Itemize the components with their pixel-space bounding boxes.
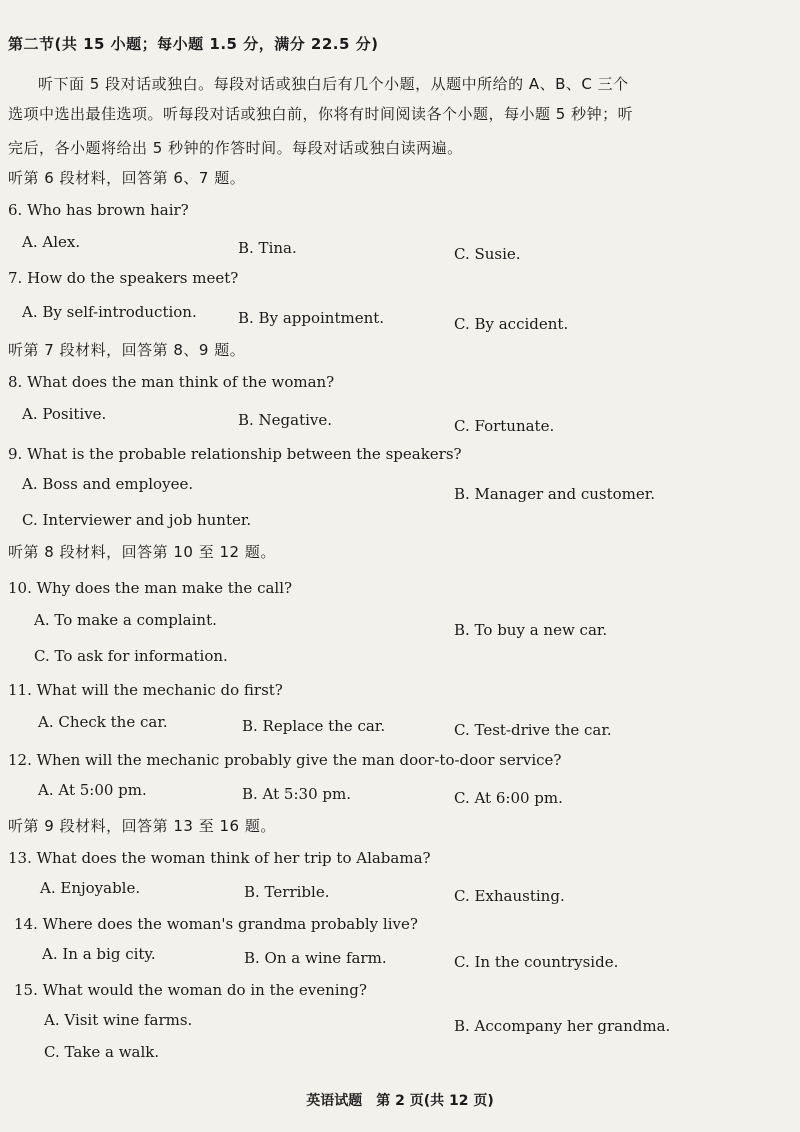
- instruction-line-1: 听下面 5 段对话或独白。每段对话或独白后有几个小题，从题中所给的 A、B、C 三个: [38, 75, 629, 93]
- option-8c: C. Fortunate.: [454, 417, 555, 435]
- option-14c: C. In the countryside.: [454, 953, 619, 971]
- question-stem-7: 7. How do the speakers meet?: [8, 269, 239, 287]
- option-15c: C. Take a walk.: [44, 1043, 160, 1061]
- option-9a: A. Boss and employee.: [22, 475, 194, 493]
- question-stem-9: 9. What is the probable relationship between the speakers?: [8, 445, 462, 463]
- question-stem-8: 8. What does the man think of the woman?: [8, 373, 335, 391]
- group-label-6: 听第 6 段材料，回答第 6、7 题。: [8, 169, 246, 187]
- option-13a: A. Enjoyable.: [40, 879, 141, 897]
- question-stem-11: 11. What will the mechanic do first?: [8, 681, 283, 699]
- instruction-line-3: 完后，各小题将给出 5 秒钟的作答时间。每段对话或独白读两遍。: [8, 139, 463, 157]
- option-14a: A. In a big city.: [42, 945, 156, 963]
- page-footer: 英语试题 第 2 页(共 12 页): [306, 1093, 494, 1109]
- question-stem-6: 6. Who has brown hair?: [8, 201, 189, 219]
- group-label-7: 听第 7 段材料，回答第 8、9 题。: [8, 341, 246, 359]
- option-7a: A. By self-introduction.: [22, 303, 197, 321]
- option-11a: A. Check the car.: [38, 713, 168, 731]
- question-stem-15: 15. What would the woman do in the evening?: [14, 981, 367, 999]
- option-12a: A. At 5:00 pm.: [38, 781, 147, 799]
- instruction-line-2: 选项中选出最佳选项。听每段对话或独白前，你将有时间阅读各个小题，每小题 5 秒钟；听: [8, 105, 634, 123]
- option-9b: B. Manager and customer.: [454, 485, 656, 503]
- option-15a: A. Visit wine farms.: [44, 1011, 193, 1029]
- option-8b: B. Negative.: [238, 411, 333, 429]
- option-8a: A. Positive.: [22, 405, 107, 423]
- option-11b: B. Replace the car.: [242, 717, 386, 735]
- option-6a: A. Alex.: [22, 233, 81, 251]
- option-10b: B. To buy a new car.: [454, 621, 608, 639]
- question-stem-12: 12. When will the mechanic probably give the man door-to-door service?: [8, 751, 562, 769]
- option-12c: C. At 6:00 pm.: [454, 789, 563, 807]
- option-13c: C. Exhausting.: [454, 887, 565, 905]
- group-label-9: 听第 9 段材料，回答第 13 至 16 题。: [8, 817, 276, 835]
- option-7c: C. By accident.: [454, 315, 569, 333]
- option-10c: C. To ask for information.: [34, 647, 228, 665]
- option-7b: B. By appointment.: [238, 309, 385, 327]
- option-13b: B. Terrible.: [244, 883, 330, 901]
- option-10a: A. To make a complaint.: [34, 611, 217, 629]
- group-label-8: 听第 8 段材料，回答第 10 至 12 题。: [8, 543, 276, 561]
- option-6c: C. Susie.: [454, 245, 521, 263]
- option-15b: B. Accompany her grandma.: [454, 1017, 671, 1035]
- question-stem-10: 10. Why does the man make the call?: [8, 579, 293, 597]
- section-header: 第二节(共 15 小题；每小题 1.5 分，满分 22.5 分): [8, 35, 379, 53]
- option-9c: C. Interviewer and job hunter.: [22, 511, 252, 529]
- option-6b: B. Tina.: [238, 239, 297, 257]
- question-stem-13: 13. What does the woman think of her trip to Alabama?: [8, 849, 431, 867]
- option-11c: C. Test-drive the car.: [454, 721, 612, 739]
- question-stem-14: 14. Where does the woman's grandma probably live?: [14, 915, 418, 933]
- option-14b: B. On a wine farm.: [244, 949, 387, 967]
- option-12b: B. At 5:30 pm.: [242, 785, 351, 803]
